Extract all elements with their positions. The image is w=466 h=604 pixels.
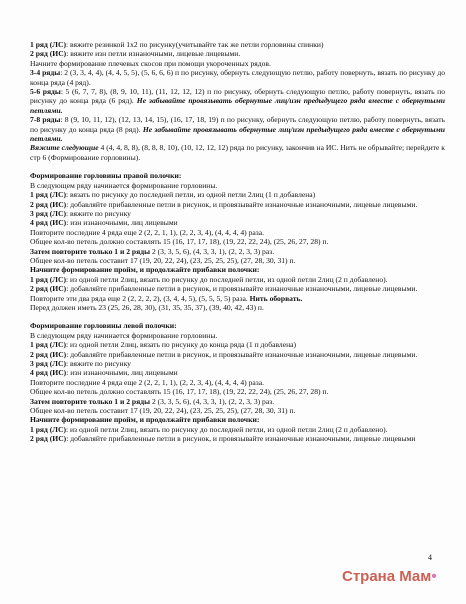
italic-label: Вяжите следующие (30, 143, 99, 153)
row-text: Общее кол-во петель должно составлять 15 (16, 17, 17, 18), (19, 22, 22, 24), (25, 26, 27, 28) п. (30, 387, 329, 397)
row-text: Повторите эти два ряда еще 2 (2, 2, 2, 2), (3, 4, 4, 5), (5, 5, 5, 5) раза. (30, 293, 250, 303)
row-label: 2 ряд (ИС) (30, 284, 67, 294)
left-front-heading: Формирование горловины левой полочки: (30, 321, 177, 331)
row-text: : 8 (9, 10, 11, 12), (12, 13, 14, 15), (16, 17, 18, 19) п по рисунку, обернуть следующую петлю, работу повернуть, вязать по рисунку до конца ряда (8 ряд). (30, 115, 445, 134)
row-label: 1 ряд (ЛС) (30, 274, 66, 284)
text-line (30, 68, 445, 87)
text-line (30, 49, 445, 58)
text-line (30, 340, 445, 349)
text-line (30, 434, 445, 443)
text-line (30, 237, 445, 246)
left-armhole-heading: Начните формирование пройм, и продолжайте прибавки полочки: (30, 415, 260, 425)
text-line (30, 368, 445, 377)
row-label: Затем повторите только 1 и 2 ряды (30, 396, 151, 406)
text-line (30, 359, 445, 368)
row-text: : добавляйте прибавленные петли в рисунок, и провязывайте изнаночные изнаночными, лицевые лицевыми. (66, 284, 418, 294)
text-line (30, 275, 445, 284)
text-line (30, 350, 445, 359)
text-line (30, 425, 445, 434)
italic-note: Не забывайте провязывать обернутые лиц/изн предыдущего ряда вместе с обернутыми петлями. (30, 124, 445, 144)
site-watermark (342, 568, 437, 585)
row-label: 2 ряд (ИС) (30, 49, 67, 59)
text-line (30, 40, 445, 49)
right-before: Перед должен иметь 23 (25, 26, 28, 30), (31, 35, 35, 37), (39, 40, 42, 43) п. (30, 302, 264, 312)
row-text: : вязать по рисунку до последней петли, из одной петли 2лиц (1 п добавлена) (65, 190, 316, 200)
italic-note: Не забывайте провязывать обернутые лиц/изн предыдущего ряда вместе с обернутыми петлями. (30, 96, 445, 115)
row-label: 3-4 ряды (30, 68, 61, 78)
row-label: 1 ряд (ЛС) (30, 424, 66, 434)
row-text: : вяжите изн петли изнаночными, лицевые лицевыми. (66, 49, 241, 59)
text-line (30, 284, 445, 293)
cut-note: Нить оборвать. (249, 293, 303, 303)
row-text: : из одной петли 2лиц, вязать по рисунку до последней петли, из одной петли 2лиц (2 п добавлено). (65, 274, 388, 284)
left-repeat (30, 397, 445, 406)
right-repeat (30, 247, 445, 256)
row-label: 1 ряд (ЛС) (30, 190, 66, 200)
row-label: 2 ряд (ИС) (30, 434, 67, 444)
row-label: 2 ряд (ИС) (30, 199, 67, 209)
right-total: Общее кол-во петель составит 17 (19, 20, 22, 24), (23, 25, 25, 25), (27, 28, 30, 31) п. (30, 255, 296, 265)
left-total: Общее кол-во петель составит 17 (19, 20, 22, 24), (23, 25, 25, 25), (27, 28, 30, 31) п. (30, 406, 296, 416)
row-text: 2 (3, 3, 5, 6), (4, 3, 3, 1), (2, 2, 3, 3) раз. (150, 396, 275, 406)
shoulder-section (30, 40, 445, 115)
text-line (30, 331, 445, 340)
text-line (30, 181, 445, 190)
row-text: 2 (3, 3, 5, 6), (4, 3, 3, 1), (2, 2, 3, 3) раз. (150, 246, 275, 256)
row-text: : добавляйте прибавленные петли в рисунок, и провязывайте изнаночные изнаночными, лицевые лицевыми (66, 434, 416, 444)
row-label: 5-6 ряды (30, 87, 61, 97)
text-line (30, 200, 445, 209)
row-text: Начните формирование плечевых скосов при помощи укороченных рядов. (30, 58, 271, 68)
row-text: : добавляйте прибавленные петли в рисунок, и провязывайте изнаночные изнаночными, лицевые лицевыми. (66, 349, 418, 359)
row-label: 4 ряд (ИС) (30, 218, 67, 228)
row-text: : 2 (3, 3, 4, 4), (4, 4, 5, 5), (5, 6, 6, 6) п по рисунку, обернуть следующую петлю, работу повернуть, вязать по рисунку до конца ряда (4 ряд). (30, 68, 445, 87)
row-label: 3 ряд (ЛС) (30, 359, 66, 368)
left-armhole-rows (30, 425, 445, 444)
row-label: 1 ряд (ЛС) (30, 340, 66, 350)
text-line (30, 209, 445, 218)
text-line (30, 228, 445, 237)
row-text: : вяжите резинкой 1х2 по рисунку(учитывайте так же петли горловины спинки) (65, 40, 324, 49)
watermark-text: Страна Мам (342, 568, 432, 585)
bind-off-note (30, 143, 445, 162)
row-label: 3 ряд (ЛС) (30, 208, 66, 218)
row-text: : из одной петли 2лиц, вязать по рисунку до конца ряда (1 п добавлена) (65, 340, 297, 350)
text-line (30, 59, 445, 68)
right-repeat-2 (30, 294, 445, 303)
rows-7-8 (30, 115, 445, 143)
row-label: 4 ряд (ИС) (30, 368, 67, 378)
row-label: 2 ряд (ИС) (30, 349, 67, 359)
right-armhole-rows (30, 275, 445, 294)
document-body (30, 40, 445, 444)
row-label: 7-8 ряды (30, 115, 61, 125)
row-text: : 5 (6, 7, 7, 8), (8, 9, 10, 11), (11, 12, 12, 12) п по рисунку, обернуть следующую петлю, работу повернуть, вязать по рисунку до конца ряда (6 ряд). (30, 87, 445, 106)
row-text: Повторите последние 4 ряда еще 2 (2, 2, 1, 1), (2, 2, 3, 4), (4, 4, 4, 4) раза. (30, 227, 265, 237)
row-text: 4 (4, 4, 8, 8), (8, 8, 8, 10), (10, 12, 12, 12) ряда по рисунку, закончив на ИС. Нить не обрывайте; перейдите к стр 6 (Формирование горловины). (30, 143, 445, 162)
text-line (30, 190, 445, 199)
row-text: : добавляйте прибавленные петли в рисунок, и провязывайте изнаночные изнаночными, лицевые лицевыми. (66, 199, 418, 209)
text-line (30, 87, 445, 115)
right-front-heading: Формирование горловины правой полочки: (30, 171, 182, 181)
row-text: : вяжите по рисунку (65, 208, 131, 218)
row-text: : изн изнаночными, лиц лицевыми (66, 218, 178, 228)
right-armhole-heading: Начните формирование пройм, и продолжайте прибавки полочки: (30, 265, 260, 275)
row-text: : вяжите по рисунку (65, 359, 131, 368)
watermark-dot: • (431, 568, 437, 585)
row-text: Повторите последние 4 ряда еще 2 (2, 2, 1, 1), (2, 2, 3, 4), (4, 4, 4, 4) раза. (30, 377, 265, 387)
row-text: В следующем ряду начинается формирование горловины. (30, 180, 218, 190)
right-front-rows (30, 181, 445, 247)
text-line (30, 378, 445, 387)
text-line (30, 218, 445, 227)
page-number: 4 (428, 553, 432, 562)
row-text: В следующем ряду начинается формирование горловины. (30, 330, 218, 340)
text-line (30, 387, 445, 396)
row-text: Общее кол-во петель должно составлять 15 (16, 17, 17, 18), (19, 22, 22, 24), (25, 26, 27, 28) п. (30, 237, 329, 247)
row-text: : изн изнаночными, лиц лицевыми (66, 368, 178, 378)
row-text: : из одной петли 2лиц, вязать по рисунку до последней петли, из одной петли 2лиц (2 п добавлено). (65, 424, 388, 434)
row-label: 1 ряд (ЛС) (30, 40, 66, 49)
row-label: Затем повторите только 1 и 2 ряды (30, 246, 151, 256)
left-front-rows (30, 331, 445, 397)
